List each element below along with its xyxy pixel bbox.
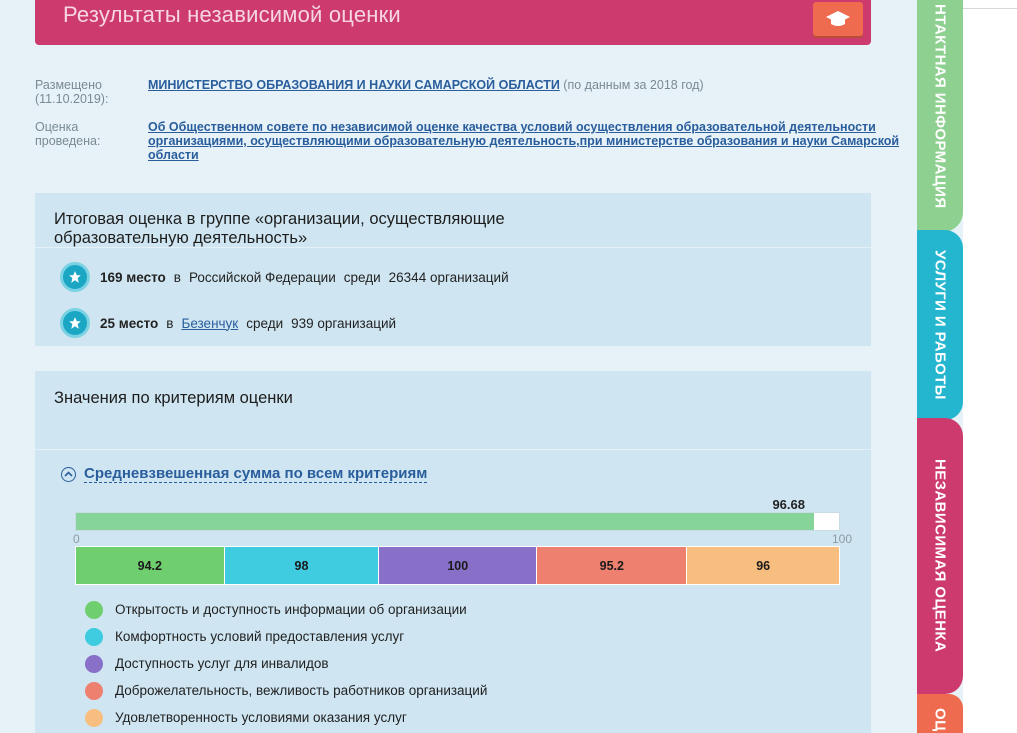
- right-margin: [963, 0, 1017, 733]
- summary-title: Итоговая оценка в группе «организации, осуществляющие образовательную деятельность»: [54, 210, 505, 247]
- assessed-info: [148, 120, 918, 162]
- rank-region: Российской Федерации: [188, 269, 336, 285]
- tab-independent-label: НЕЗАВИСИМАЯ ОЦЕНКА: [931, 459, 949, 653]
- legend-dot: [85, 628, 103, 646]
- posted-label: Размещено (11.10.2019):: [35, 78, 109, 106]
- star-icon: [60, 308, 90, 338]
- criteria-segment: 98: [225, 547, 380, 584]
- total-score-fill: [76, 513, 814, 530]
- total-score-bar: [75, 512, 840, 531]
- axis-min-label: 0: [73, 532, 80, 546]
- legend-label: Открытость и доступность информации об организации: [115, 602, 467, 617]
- rank-place: 25 место: [100, 315, 159, 331]
- rank-place: 169 место: [100, 269, 166, 285]
- criteria-segment: 96: [687, 547, 839, 584]
- tab-partial[interactable]: [917, 694, 963, 733]
- tab-contact-info[interactable]: [917, 0, 963, 232]
- legend-label: Удовлетворенность условиями оказания услуг: [115, 710, 407, 725]
- rank-row-russia: [60, 262, 517, 292]
- axis-max-label: 100: [831, 532, 852, 546]
- legend-item: [85, 596, 487, 623]
- graduation-cap-icon[interactable]: [813, 2, 863, 36]
- star-icon: [60, 262, 90, 292]
- posted-info: [148, 78, 918, 92]
- rank-in: в: [173, 269, 181, 285]
- tab-services-label: УСЛУГИ И РАБОТЫ: [931, 250, 949, 400]
- rank-count: 26344 организаций: [388, 269, 509, 285]
- chevron-up-icon: [61, 467, 76, 482]
- rank-among: среди: [343, 269, 381, 285]
- page-title: Результаты независимой оценки: [63, 2, 401, 27]
- criteria-divider: [35, 449, 871, 450]
- legend-dot: [85, 682, 103, 700]
- criteria-segment: 100: [379, 547, 537, 584]
- legend-item: [85, 650, 487, 677]
- criteria-title: Значения по критериям оценки: [54, 389, 293, 407]
- weighted-sum-label: Средневзвешенная сумма по всем критериям: [84, 465, 428, 482]
- legend-item: [85, 623, 487, 650]
- rank-among: среди: [246, 315, 284, 331]
- criteria-segment-bar: [75, 546, 840, 585]
- top-rule: [963, 8, 1017, 9]
- tab-contact-label: НТАКТНАЯ ИНФОРМАЦИЯ: [931, 4, 949, 209]
- legend-label: Доступность услуг для инвалидов: [115, 656, 329, 671]
- posted-note: (по данным за 2018 год): [563, 78, 704, 92]
- weighted-sum-toggle[interactable]: [61, 465, 427, 483]
- legend-dot: [85, 601, 103, 619]
- legend-label: Комфортность условий предоставления услуг: [115, 629, 405, 644]
- tab-services[interactable]: [917, 230, 963, 420]
- total-score-value: 96.68: [772, 497, 805, 512]
- region-link[interactable]: Безенчук: [181, 315, 239, 331]
- ministry-link[interactable]: МИНИСТЕРСТВО ОБРАЗОВАНИЯ И НАУКИ САМАРСКОЙ ОБЛАСТИ: [148, 78, 560, 92]
- legend-label: Доброжелательность, вежливость работников организаций: [115, 683, 488, 698]
- results-banner: [35, 0, 871, 45]
- legend-dot: [85, 709, 103, 727]
- assessed-label: Оценка проведена:: [35, 120, 101, 148]
- criteria-segment: 95.2: [537, 547, 687, 584]
- tab-independent-assessment[interactable]: [917, 418, 963, 694]
- summary-divider: [35, 247, 871, 248]
- tab-partial-label: ОЦ: [931, 708, 949, 732]
- council-link[interactable]: Об Общественном совете по независимой оценке качества условий осуществления образовательной деятельности организациями, осуществляющими образовательную деятельность,при министерстве образования и науки Самарской области: [148, 120, 900, 162]
- legend-item: [85, 704, 487, 731]
- rank-in: в: [166, 315, 174, 331]
- criteria-legend: [85, 596, 487, 731]
- rank-row-local: [60, 308, 404, 338]
- criteria-card: [35, 371, 871, 733]
- legend-item: [85, 677, 487, 704]
- summary-card: [35, 193, 871, 346]
- rank-count: 939 организаций: [291, 315, 397, 331]
- legend-dot: [85, 655, 103, 673]
- criteria-segment: 94.2: [76, 547, 225, 584]
